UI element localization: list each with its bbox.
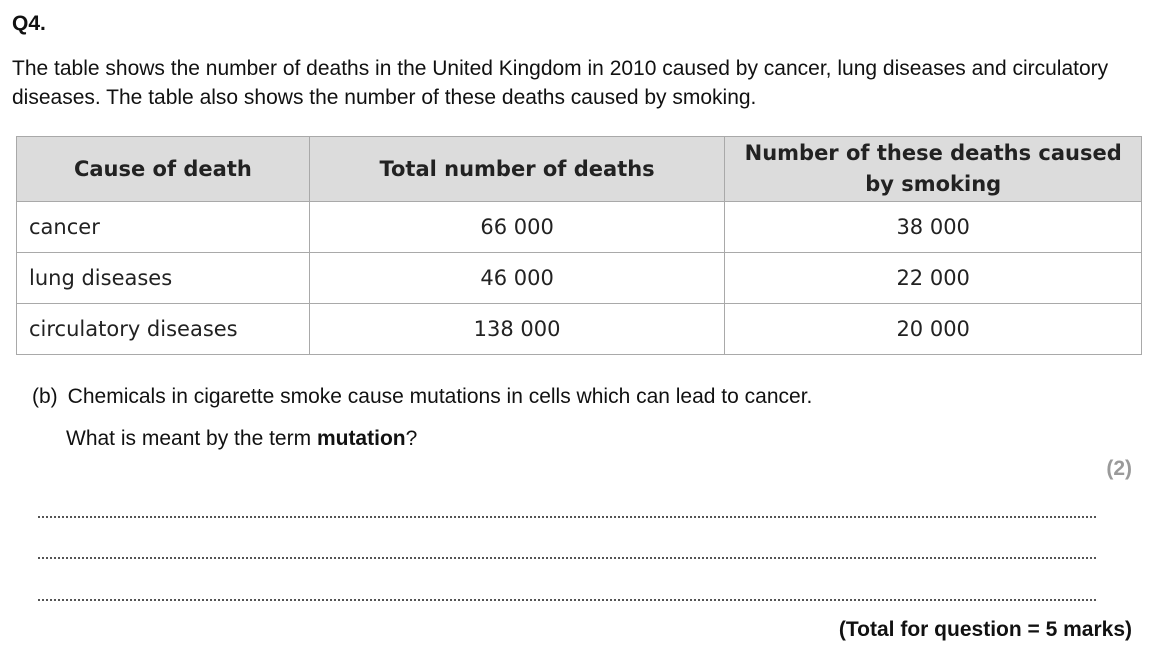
- cell-cause: cancer: [17, 202, 310, 253]
- question-suffix: ?: [405, 427, 418, 450]
- header-deaths-by-smoking: Number of these deaths caused by smoking: [725, 137, 1142, 202]
- header-cause-of-death: Cause of death: [17, 137, 310, 202]
- part-b-text: Chemicals in cigarette smoke cause mutations in cells which can lead to cancer.: [67, 385, 813, 408]
- question-term: mutation: [316, 427, 406, 450]
- cell-smoking: 38 000: [725, 202, 1142, 253]
- table-row: [17, 253, 1142, 304]
- question-number: Q4.: [12, 12, 46, 35]
- part-b-label: (b): [32, 385, 58, 408]
- part-b-statement: [32, 385, 812, 409]
- answer-line[interactable]: [38, 516, 1096, 518]
- cell-cause: circulatory diseases: [17, 304, 310, 355]
- intro-text: The table shows the number of deaths in the United Kingdom in 2010 caused by cancer, lung diseases and circulatory diseases. The table also shows the number of these deaths caused by smoking.: [12, 57, 1109, 109]
- cell-smoking: 20 000: [725, 304, 1142, 355]
- answer-line[interactable]: [38, 599, 1096, 601]
- total-marks: (Total for question = 5 marks): [838, 618, 1132, 641]
- marks-indicator: (2): [1106, 457, 1132, 480]
- cell-total: 138 000: [309, 304, 725, 355]
- table-row: [17, 304, 1142, 355]
- table-row: [17, 202, 1142, 253]
- cell-smoking: 22 000: [725, 253, 1142, 304]
- deaths-table: [16, 136, 1142, 355]
- answer-line[interactable]: [38, 557, 1096, 559]
- cell-total: 66 000: [309, 202, 725, 253]
- table-header-row: [17, 137, 1142, 202]
- header-total-deaths: Total number of deaths: [309, 137, 725, 202]
- cell-total: 46 000: [309, 253, 725, 304]
- question-prefix: What is meant by the term: [66, 427, 317, 450]
- part-b-question: [66, 427, 417, 451]
- cell-cause: lung diseases: [17, 253, 310, 304]
